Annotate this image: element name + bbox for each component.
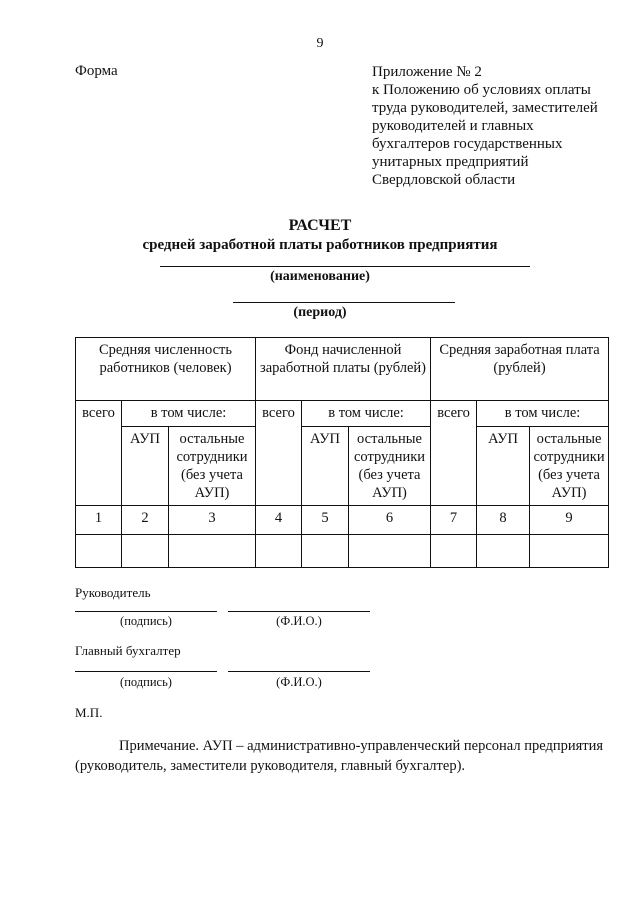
header-total: всего <box>76 401 122 506</box>
empty-cell <box>431 535 477 568</box>
signature-caption: (подпись) <box>120 675 172 689</box>
column-number: 6 <box>349 506 431 535</box>
empty-cell <box>122 535 169 568</box>
appendix-line: Свердловской области <box>372 172 516 188</box>
column-number: 7 <box>431 506 477 535</box>
document-subtitle: средней заработной платы работников предприятия <box>142 237 498 253</box>
header-others: остальные сотрудники (без учета АУП) <box>169 427 256 506</box>
appendix-line: унитарных предприятий <box>372 154 529 170</box>
name-fill-line <box>160 266 530 267</box>
header-total: всего <box>256 401 302 506</box>
header-payroll-fund: Фонд начисленной заработной платы (рублей) <box>256 338 431 401</box>
period-fill-line <box>233 302 455 303</box>
director-signature-line <box>75 611 217 612</box>
empty-cell <box>256 535 302 568</box>
header-including: в том числе: <box>477 401 609 427</box>
form-label: Форма <box>75 63 118 79</box>
empty-cell <box>302 535 349 568</box>
appendix-line: руководителей и главных <box>372 118 534 134</box>
column-number: 9 <box>530 506 609 535</box>
name-caption: (Ф.И.О.) <box>276 614 322 628</box>
appendix-line: Приложение № 2 <box>372 64 482 80</box>
header-others: остальные сотрудники (без учета АУП) <box>349 427 431 506</box>
header-avg-salary: Средняя заработная плата (рублей) <box>431 338 609 401</box>
empty-cell <box>169 535 256 568</box>
empty-cell <box>349 535 431 568</box>
signature-caption: (подпись) <box>120 614 172 628</box>
empty-cell <box>477 535 530 568</box>
name-caption: (наименование) <box>270 269 370 284</box>
table-row <box>76 535 609 568</box>
document-title: РАСЧЕТ <box>288 217 352 234</box>
stamp-label: М.П. <box>75 705 103 720</box>
column-number: 1 <box>76 506 122 535</box>
director-name-line <box>228 611 370 612</box>
header-avg-headcount: Средняя численность работников (человек) <box>76 338 256 401</box>
header-total: всего <box>431 401 477 506</box>
appendix-line: труда руководителей, заместителей <box>372 100 598 116</box>
empty-cell <box>530 535 609 568</box>
header-others: остальные сотрудники (без учета АУП) <box>530 427 609 506</box>
note-text: Примечание. АУП – административно-управленческий персонал предприятия (руководитель, заместители руководителя, главный бухгалтер). <box>75 738 604 774</box>
column-number: 8 <box>477 506 530 535</box>
director-label: Руководитель <box>75 585 151 600</box>
column-number: 5 <box>302 506 349 535</box>
accountant-signature-line <box>75 671 217 672</box>
column-number: 3 <box>169 506 256 535</box>
accountant-label: Главный бухгалтер <box>75 643 181 658</box>
header-aup: АУП <box>477 427 530 506</box>
header-including: в том числе: <box>122 401 256 427</box>
accountant-name-line <box>228 671 370 672</box>
appendix-line: к Положению об условиях оплаты <box>372 82 591 98</box>
name-caption: (Ф.И.О.) <box>276 675 322 689</box>
empty-cell <box>76 535 122 568</box>
header-aup: АУП <box>302 427 349 506</box>
column-number: 2 <box>122 506 169 535</box>
header-including: в том числе: <box>302 401 431 427</box>
page-number: 9 <box>316 36 324 51</box>
column-number: 4 <box>256 506 302 535</box>
appendix-line: бухгалтеров государственных <box>372 136 563 152</box>
salary-table <box>75 337 609 568</box>
period-caption: (период) <box>293 305 347 320</box>
appendix-block <box>372 63 632 189</box>
header-aup: АУП <box>122 427 169 506</box>
note <box>75 736 615 776</box>
